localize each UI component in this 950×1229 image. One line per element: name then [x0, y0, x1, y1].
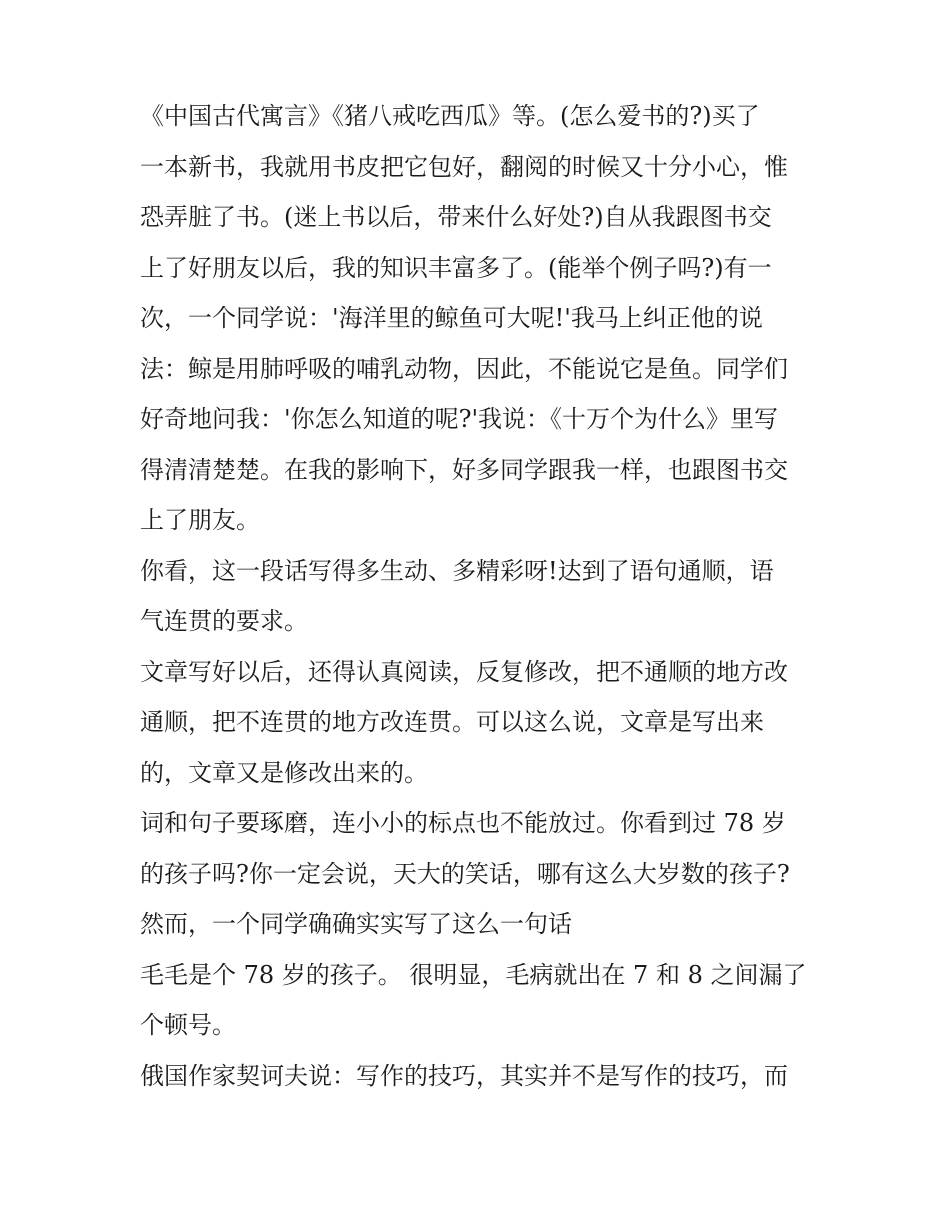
- text-line: 的孩子吗?你一定会说，天大的笑话，哪有这么大岁数的孩子?: [140, 859, 790, 888]
- paragraph-revision: [140, 657, 815, 787]
- document-page: [140, 104, 815, 1089]
- text-line: 文章写好以后，还得认真阅读，反复修改，把不通顺的地方改: [140, 657, 788, 686]
- paragraph-punctuation: [140, 811, 815, 937]
- text-line: 个顿号。: [140, 1011, 236, 1039]
- paragraph-vivid-comment: [140, 556, 815, 635]
- text-line: 好奇地问我：'你怎么知道的呢?'我说：《十万个为什么》里写: [140, 405, 779, 433]
- text-line: 次，一个同学说：'海洋里的鲸鱼可大呢!'我马上纠正他的说: [140, 304, 763, 332]
- text-line: 得清清楚楚。在我的影响下，好多同学跟我一样，也跟图书交: [140, 455, 788, 484]
- paragraph-book-story: [140, 104, 815, 533]
- text-line: 《中国古代寓言》《猪八戒吃西瓜》等。(怎么爱书的?)买了: [140, 102, 760, 130]
- text-line: 一本新书，我就用书皮把它包好，翻阅的时候又十分小心，惟: [140, 152, 788, 181]
- text-line: 你看，这一段话写得多生动、多精彩呀!达到了语句通顺，语: [140, 556, 774, 585]
- text-line: 然而，一个同学确确实实写了这么一句话: [140, 910, 572, 938]
- text-line: 恐弄脏了书。(迷上书以后，带来什么好处?)自从我跟图书交: [140, 203, 772, 231]
- text-line: 上了好朋友以后，我的知识丰富多了。(能举个例子吗?)有一: [140, 253, 772, 282]
- text-line: 毛毛是个 78 岁的孩子。 很明显，毛病就出在 7 和 8 之间漏了: [140, 960, 807, 989]
- text-line: 俄国作家契诃夫说：写作的技巧，其实并不是写作的技巧，而: [140, 1061, 788, 1090]
- text-line: 词和句子要琢磨，连小小的标点也不能放过。你看到过 78 岁: [140, 809, 786, 837]
- text-line: 法：鲸是用肺呼吸的哺乳动物，因此，不能说它是鱼。同学们: [140, 354, 788, 383]
- text-line: 气连贯的要求。: [140, 607, 308, 635]
- text-line: 的，文章又是修改出来的。: [140, 758, 428, 787]
- text-line: 上了朋友。: [140, 506, 260, 534]
- paragraph-example-sentence: [140, 960, 815, 1039]
- text-line: 通顺，把不连贯的地方改连贯。可以这么说，文章是写出来: [140, 708, 764, 736]
- paragraph-chekhov: [140, 1061, 815, 1090]
